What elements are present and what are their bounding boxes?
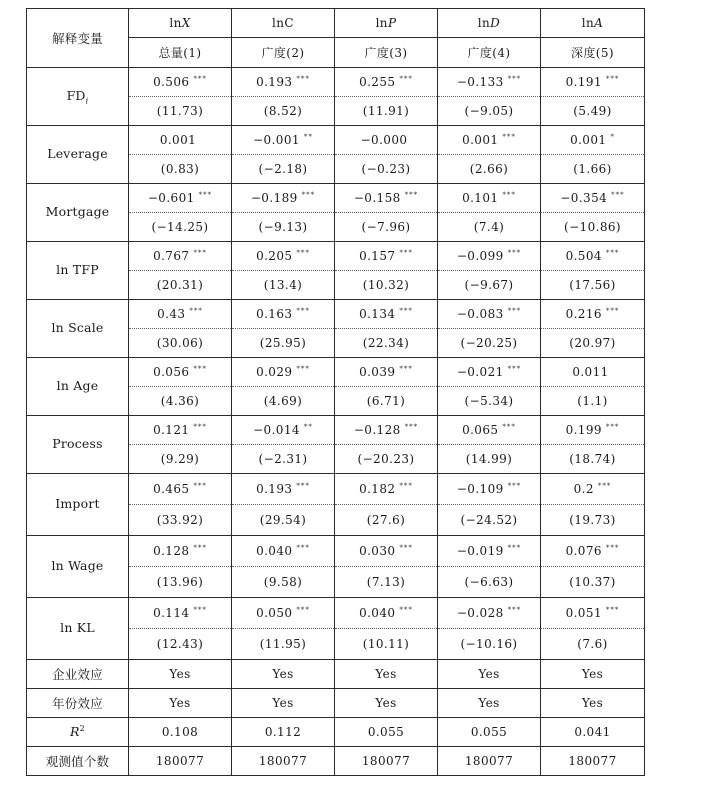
footer-value: 0.112 (232, 718, 335, 747)
coef-cell (335, 242, 438, 271)
tstat-cell: (−9.05) (438, 97, 541, 126)
variable-label (27, 416, 129, 474)
coef-value: −0.014 (253, 423, 300, 437)
tstat-cell: (11.91) (335, 97, 438, 126)
coef-cell (335, 416, 438, 445)
footer-value: Yes (232, 689, 335, 718)
tstat-cell: (10.37) (541, 567, 645, 598)
variable-label (27, 536, 129, 598)
coef-cell (541, 598, 645, 629)
variable-name: Import (55, 495, 100, 511)
coef-value: −0.158 (353, 191, 401, 205)
variable-name: ln Wage (51, 557, 104, 573)
footer-label (27, 660, 129, 689)
significance-stars: *** (502, 423, 516, 431)
coef-cell (129, 68, 232, 97)
coef-value: 0.001 (570, 133, 607, 147)
tstat-cell: (14.99) (438, 445, 541, 474)
footer-row (27, 718, 645, 747)
coef-value: −0.099 (456, 249, 504, 263)
footer-value: Yes (438, 689, 541, 718)
column-subtitle: 广度(4) (438, 38, 541, 68)
coef-value: 0.2 (573, 482, 594, 496)
tstat-cell: (0.83) (129, 155, 232, 184)
variable-name: FD (66, 87, 86, 103)
tstat-cell: (22.34) (335, 329, 438, 358)
column-header: lnC (232, 9, 335, 38)
column-subtitle: 总量(1) (129, 38, 232, 68)
significance-stars: * (610, 133, 615, 141)
coef-cell (438, 416, 541, 445)
significance-stars: *** (605, 307, 620, 315)
coef-cell (232, 536, 335, 567)
tstat-cell: (29.54) (232, 505, 335, 536)
coef-cell (232, 358, 335, 387)
variable-subscript: i (85, 96, 89, 106)
coef-value: 0.040 (359, 606, 396, 620)
footer-value: 180077 (438, 747, 541, 776)
coef-value: 0.205 (256, 249, 293, 263)
coef-cell (335, 536, 438, 567)
coef-value: 0.199 (565, 423, 602, 437)
coef-cell (129, 184, 232, 213)
significance-stars: *** (605, 544, 620, 552)
column-header: lnP (335, 9, 438, 38)
coef-cell (232, 242, 335, 271)
coef-cell (129, 536, 232, 567)
significance-stars: *** (193, 249, 207, 257)
significance-stars: *** (507, 307, 522, 315)
coef-value: −0.354 (560, 191, 608, 205)
tstat-cell: (−2.31) (232, 445, 335, 474)
coef-value: 0.001 (462, 133, 499, 147)
table-body (27, 9, 645, 776)
coef-value: 0.128 (153, 544, 190, 558)
variable-label (27, 598, 129, 660)
coef-value: 0.182 (359, 482, 396, 496)
coef-value: 0.114 (153, 606, 190, 620)
tstat-cell: (4.36) (129, 387, 232, 416)
coef-row (27, 184, 645, 213)
coef-value: 0.101 (462, 191, 499, 205)
tstat-cell: (1.66) (541, 155, 645, 184)
footer-value: Yes (438, 660, 541, 689)
significance-stars: *** (193, 544, 207, 552)
coef-value: −0.189 (250, 191, 298, 205)
coef-value: 0.056 (153, 365, 190, 379)
coef-value: 0.193 (256, 75, 293, 89)
coef-cell (335, 68, 438, 97)
coef-value: 0.001 (159, 133, 197, 147)
coef-value: 0.255 (359, 75, 396, 89)
coef-cell (335, 474, 438, 505)
significance-stars: *** (507, 249, 522, 257)
coef-value: 0.011 (572, 365, 609, 379)
tstat-cell: (2.66) (438, 155, 541, 184)
variable-name: ln TFP (56, 261, 99, 277)
significance-stars: *** (399, 249, 413, 257)
coef-value: 0.051 (565, 606, 602, 620)
coef-row (27, 598, 645, 629)
significance-stars: *** (193, 423, 207, 431)
footer-label-text: 观测值个数 (45, 754, 110, 769)
significance-stars: *** (605, 75, 620, 83)
footer-value: 0.055 (438, 718, 541, 747)
variable-label (27, 300, 129, 358)
significance-stars: *** (399, 482, 413, 490)
coef-value: −0.128 (353, 423, 401, 437)
tstat-cell: (−5.34) (438, 387, 541, 416)
tstat-cell: (−2.18) (232, 155, 335, 184)
tstat-cell: (12.43) (129, 629, 232, 660)
coef-cell (232, 474, 335, 505)
coef-value: 0.121 (153, 423, 190, 437)
coef-cell (335, 300, 438, 329)
coef-cell (335, 184, 438, 213)
column-subtitle: 广度(2) (232, 38, 335, 68)
coef-value: 0.065 (462, 423, 499, 437)
variable-name: ln Scale (51, 319, 104, 335)
coef-cell (541, 300, 645, 329)
coef-cell (129, 416, 232, 445)
coef-cell (232, 68, 335, 97)
coef-cell (232, 416, 335, 445)
significance-stars: *** (507, 365, 522, 373)
variable-label (27, 68, 129, 126)
tstat-cell: (−6.63) (438, 567, 541, 598)
significance-stars: *** (193, 75, 207, 83)
significance-stars: *** (611, 191, 625, 199)
significance-stars: *** (507, 606, 522, 614)
footer-label (27, 747, 129, 776)
tstat-cell: (−9.13) (232, 213, 335, 242)
column-subtitle: 深度(5) (541, 38, 645, 68)
coef-row (27, 68, 645, 97)
significance-stars: *** (296, 482, 310, 490)
coef-value: −0.019 (456, 544, 504, 558)
coef-value: 0.157 (359, 249, 396, 263)
coef-value: 0.039 (359, 365, 396, 379)
significance-stars: *** (404, 191, 419, 199)
variable-name: Leverage (47, 145, 108, 161)
variable-label (27, 358, 129, 416)
significance-stars: ** (303, 133, 313, 141)
tstat-cell: (5.49) (541, 97, 645, 126)
tstat-cell: (25.95) (232, 329, 335, 358)
significance-stars: *** (404, 423, 419, 431)
variable-name: ln KL (60, 619, 95, 635)
coef-value: −0.133 (456, 75, 504, 89)
footer-label (27, 718, 129, 747)
column-header: lnD (438, 9, 541, 38)
coef-cell (541, 358, 645, 387)
tstat-cell: (18.74) (541, 445, 645, 474)
footer-value: 180077 (335, 747, 438, 776)
significance-stars: *** (399, 365, 413, 373)
coef-cell (129, 300, 232, 329)
footer-row (27, 747, 645, 776)
coef-cell (438, 598, 541, 629)
coef-cell (438, 184, 541, 213)
tstat-cell: (10.11) (335, 629, 438, 660)
significance-stars: *** (399, 544, 413, 552)
coef-value: 0.134 (359, 307, 396, 321)
coef-cell (541, 242, 645, 271)
significance-stars: *** (198, 191, 213, 199)
tstat-cell: (8.52) (232, 97, 335, 126)
tstat-cell: (13.96) (129, 567, 232, 598)
column-header: lnX (129, 9, 232, 38)
significance-stars: *** (301, 191, 316, 199)
significance-stars: *** (296, 606, 310, 614)
coef-cell (541, 126, 645, 155)
coef-row (27, 474, 645, 505)
footer-label-text: 企业效应 (52, 667, 103, 682)
tstat-cell: (4.69) (232, 387, 335, 416)
significance-stars: *** (605, 423, 620, 431)
tstat-cell: (−9.67) (438, 271, 541, 300)
significance-stars: *** (189, 307, 203, 315)
tstat-cell: (7.4) (438, 213, 541, 242)
significance-stars: *** (605, 606, 620, 614)
variable-name: Process (52, 435, 103, 451)
footer-value: Yes (335, 660, 438, 689)
header-row-variables (27, 9, 645, 38)
coef-value: −0.083 (456, 307, 504, 321)
tstat-cell: (20.31) (129, 271, 232, 300)
coef-value: −0.021 (456, 365, 504, 379)
significance-stars: *** (296, 307, 310, 315)
coef-row (27, 416, 645, 445)
tstat-cell: (7.13) (335, 567, 438, 598)
coef-value: −0.028 (456, 606, 504, 620)
tstat-cell: (7.6) (541, 629, 645, 660)
coef-cell (335, 358, 438, 387)
footer-value: Yes (335, 689, 438, 718)
coef-cell (541, 416, 645, 445)
footer-row (27, 660, 645, 689)
footer-value: 180077 (232, 747, 335, 776)
coef-value: −0.000 (360, 133, 408, 147)
tstat-cell: (−24.52) (438, 505, 541, 536)
footer-value: 180077 (129, 747, 232, 776)
coef-value: 0.43 (157, 307, 186, 321)
coef-cell (438, 536, 541, 567)
significance-stars: *** (296, 75, 310, 83)
coef-cell (129, 242, 232, 271)
coef-value: −0.001 (253, 133, 300, 147)
footer-value: Yes (129, 660, 232, 689)
coef-value: 0.040 (256, 544, 293, 558)
coef-value: 0.191 (565, 75, 602, 89)
coef-row (27, 300, 645, 329)
coef-cell (232, 598, 335, 629)
coef-value: 0.465 (153, 482, 190, 496)
tstat-cell: (−20.23) (335, 445, 438, 474)
coef-cell (438, 358, 541, 387)
footer-label-italic: R (70, 724, 80, 740)
variable-label (27, 184, 129, 242)
tstat-cell: (−7.96) (335, 213, 438, 242)
significance-stars: *** (296, 249, 310, 257)
corner-label: 解释变量 (27, 9, 129, 68)
tstat-cell: (19.73) (541, 505, 645, 536)
coef-row (27, 536, 645, 567)
footer-value: 0.041 (541, 718, 645, 747)
significance-stars: ** (303, 423, 313, 431)
footer-value: 0.055 (335, 718, 438, 747)
significance-stars: *** (193, 365, 207, 373)
footer-label (27, 689, 129, 718)
coef-row (27, 358, 645, 387)
coef-cell (541, 474, 645, 505)
tstat-cell: (−10.86) (541, 213, 645, 242)
coef-cell (129, 598, 232, 629)
significance-stars: *** (507, 482, 522, 490)
coef-cell (232, 126, 335, 155)
coef-row (27, 242, 645, 271)
footer-value: 180077 (541, 747, 645, 776)
significance-stars: *** (507, 544, 522, 552)
coef-cell (541, 184, 645, 213)
regression-table (26, 8, 645, 776)
coef-row (27, 126, 645, 155)
coef-cell (438, 68, 541, 97)
footer-value: Yes (232, 660, 335, 689)
tstat-cell: (−0.23) (335, 155, 438, 184)
coef-value: 0.029 (256, 365, 293, 379)
variable-label (27, 242, 129, 300)
coef-cell (438, 242, 541, 271)
coef-cell (129, 126, 232, 155)
footer-value: 0.108 (129, 718, 232, 747)
footer-value: Yes (541, 689, 645, 718)
significance-stars: *** (502, 133, 516, 141)
coef-value: 0.076 (565, 544, 602, 558)
coef-cell (129, 358, 232, 387)
tstat-cell: (−20.25) (438, 329, 541, 358)
variable-name: ln Age (56, 377, 99, 393)
tstat-cell: (9.29) (129, 445, 232, 474)
coef-value: −0.109 (456, 482, 504, 496)
significance-stars: *** (193, 482, 207, 490)
footer-label-superscript: 2 (79, 724, 85, 734)
tstat-cell: (33.92) (129, 505, 232, 536)
coef-cell (232, 300, 335, 329)
variable-label (27, 474, 129, 536)
footer-row (27, 689, 645, 718)
coef-value: 0.050 (256, 606, 293, 620)
significance-stars: *** (193, 606, 207, 614)
column-subtitle: 广度(3) (335, 38, 438, 68)
coef-value: 0.030 (359, 544, 396, 558)
tstat-cell: (11.95) (232, 629, 335, 660)
coef-cell (335, 598, 438, 629)
tstat-cell: (30.06) (129, 329, 232, 358)
significance-stars: *** (296, 365, 310, 373)
variable-name: Mortgage (45, 203, 110, 219)
coef-value: 0.767 (153, 249, 190, 263)
coef-cell (541, 536, 645, 567)
significance-stars: *** (502, 191, 516, 199)
tstat-cell: (20.97) (541, 329, 645, 358)
coef-cell (438, 300, 541, 329)
tstat-cell: (17.56) (541, 271, 645, 300)
significance-stars: *** (399, 606, 413, 614)
significance-stars: *** (296, 544, 310, 552)
coef-cell (335, 126, 438, 155)
coef-value: −0.601 (147, 191, 195, 205)
tstat-cell: (−14.25) (129, 213, 232, 242)
significance-stars: *** (399, 75, 413, 83)
tstat-cell: (−10.16) (438, 629, 541, 660)
significance-stars: *** (597, 482, 612, 490)
coef-cell (541, 68, 645, 97)
tstat-cell: (11.73) (129, 97, 232, 126)
footer-label-text: 年份效应 (52, 696, 103, 711)
significance-stars: *** (507, 75, 522, 83)
tstat-cell: (9.58) (232, 567, 335, 598)
coef-value: 0.216 (565, 307, 602, 321)
coef-value: 0.504 (565, 249, 602, 263)
tstat-cell: (27.6) (335, 505, 438, 536)
coef-cell (232, 184, 335, 213)
footer-value: Yes (541, 660, 645, 689)
tstat-cell: (6.71) (335, 387, 438, 416)
coef-value: 0.193 (256, 482, 293, 496)
coef-cell (438, 126, 541, 155)
significance-stars: *** (399, 307, 413, 315)
tstat-cell: (1.1) (541, 387, 645, 416)
significance-stars: *** (605, 249, 620, 257)
footer-value: Yes (129, 689, 232, 718)
tstat-cell: (13.4) (232, 271, 335, 300)
variable-label (27, 126, 129, 184)
tstat-cell: (10.32) (335, 271, 438, 300)
coef-cell (129, 474, 232, 505)
column-header: lnA (541, 9, 645, 38)
coef-value: 0.506 (153, 75, 190, 89)
coef-value: 0.163 (256, 307, 293, 321)
coef-cell (438, 474, 541, 505)
